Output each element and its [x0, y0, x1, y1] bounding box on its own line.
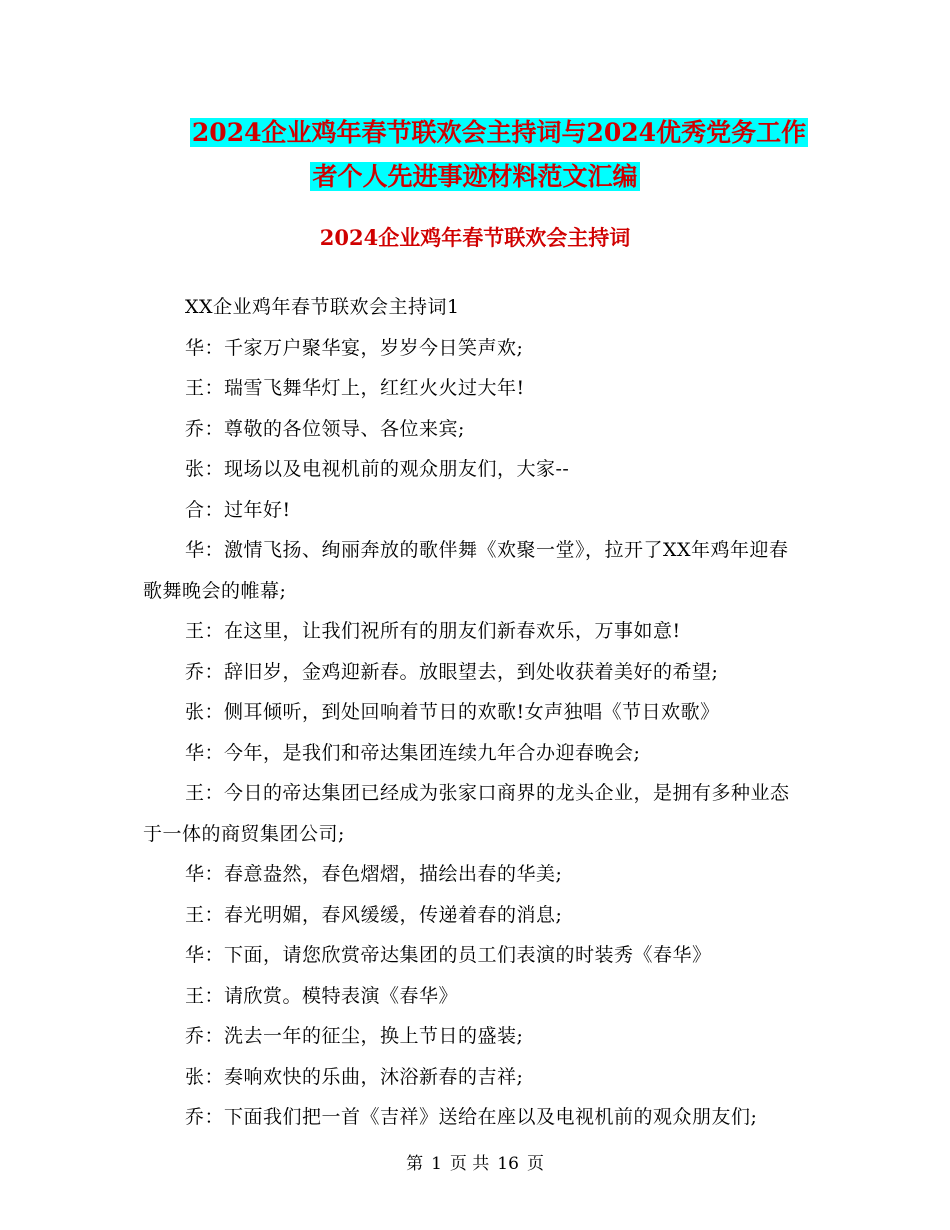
paragraph: 张：侧耳倾听，到处回响着节日的欢歌!女声独唱《节日欢歌》	[185, 701, 720, 723]
total-page-count: 16	[497, 1154, 519, 1174]
document-title-line-2	[0, 155, 950, 199]
paragraph: 王：瑞雪飞舞华灯上，红红火火过大年!	[185, 377, 525, 399]
footer-middle: 页 共	[449, 1154, 490, 1174]
paragraph: 王：春光明媚，春风缓缓，传递着春的消息;	[185, 903, 563, 926]
paragraph: 王：在这里，让我们祝所有的朋友们新春欢乐，万事如意!	[185, 620, 681, 642]
document-body	[143, 287, 808, 1138]
footer-suffix: 页	[526, 1154, 544, 1174]
paragraph: 王：请欣赏。模特表演《春华》	[185, 984, 459, 1007]
paragraph: 乔：尊敬的各位领导、各位来宾;	[185, 417, 465, 440]
paragraph: 乔：下面我们把一首《吉祥》送给在座以及电视机前的观众朋友们;	[185, 1106, 758, 1128]
paragraph: 乔：洗去一年的征尘，换上节日的盛装;	[185, 1025, 524, 1047]
title-highlight: 者个人先进事迹材料范文汇编	[312, 162, 638, 191]
paragraph: 张：奏响欢快的乐曲，沐浴新春的吉祥;	[185, 1065, 524, 1088]
paragraph: 华：春意盎然，春色熠熠，描绘出春的华美;	[185, 863, 563, 885]
paragraph: 华：千家万户聚华宴，岁岁今日笑声欢;	[185, 336, 524, 359]
paragraph: 王：今日的帝达集团已经成为张家口商界的龙头企业，是拥有多种业态于一体的商贸集团公司;	[143, 782, 790, 845]
paragraph: 华：激情飞扬、绚丽奔放的歌伴舞《欢聚一堂》，拉开了XX年鸡年迎春歌舞晚会的帷幕;	[143, 539, 789, 602]
document-title-line-1	[24, 111, 950, 155]
paragraph: XX企业鸡年春节联欢会主持词1	[185, 296, 460, 318]
page-footer	[0, 1152, 950, 1176]
footer-prefix: 第	[406, 1154, 424, 1174]
paragraph: 华：今年，是我们和帝达集团连续九年合办迎春晚会;	[185, 741, 641, 764]
paragraph: 华：下面，请您欣赏帝达集团的员工们表演的时装秀《春华》	[185, 944, 712, 966]
paragraph: 张：现场以及电视机前的观众朋友们，大家--	[185, 458, 570, 480]
current-page-number: 1	[431, 1154, 442, 1174]
paragraph: 乔：辞旧岁，金鸡迎新春。放眼望去，到处收获着美好的希望;	[185, 660, 719, 683]
section-subtitle: 2024企业鸡年春节联欢会主持词	[319, 225, 631, 250]
paragraph: 合：过年好!	[185, 498, 291, 521]
title-highlight: 2024企业鸡年春节联欢会主持词与2024优秀党务工作	[191, 118, 807, 147]
